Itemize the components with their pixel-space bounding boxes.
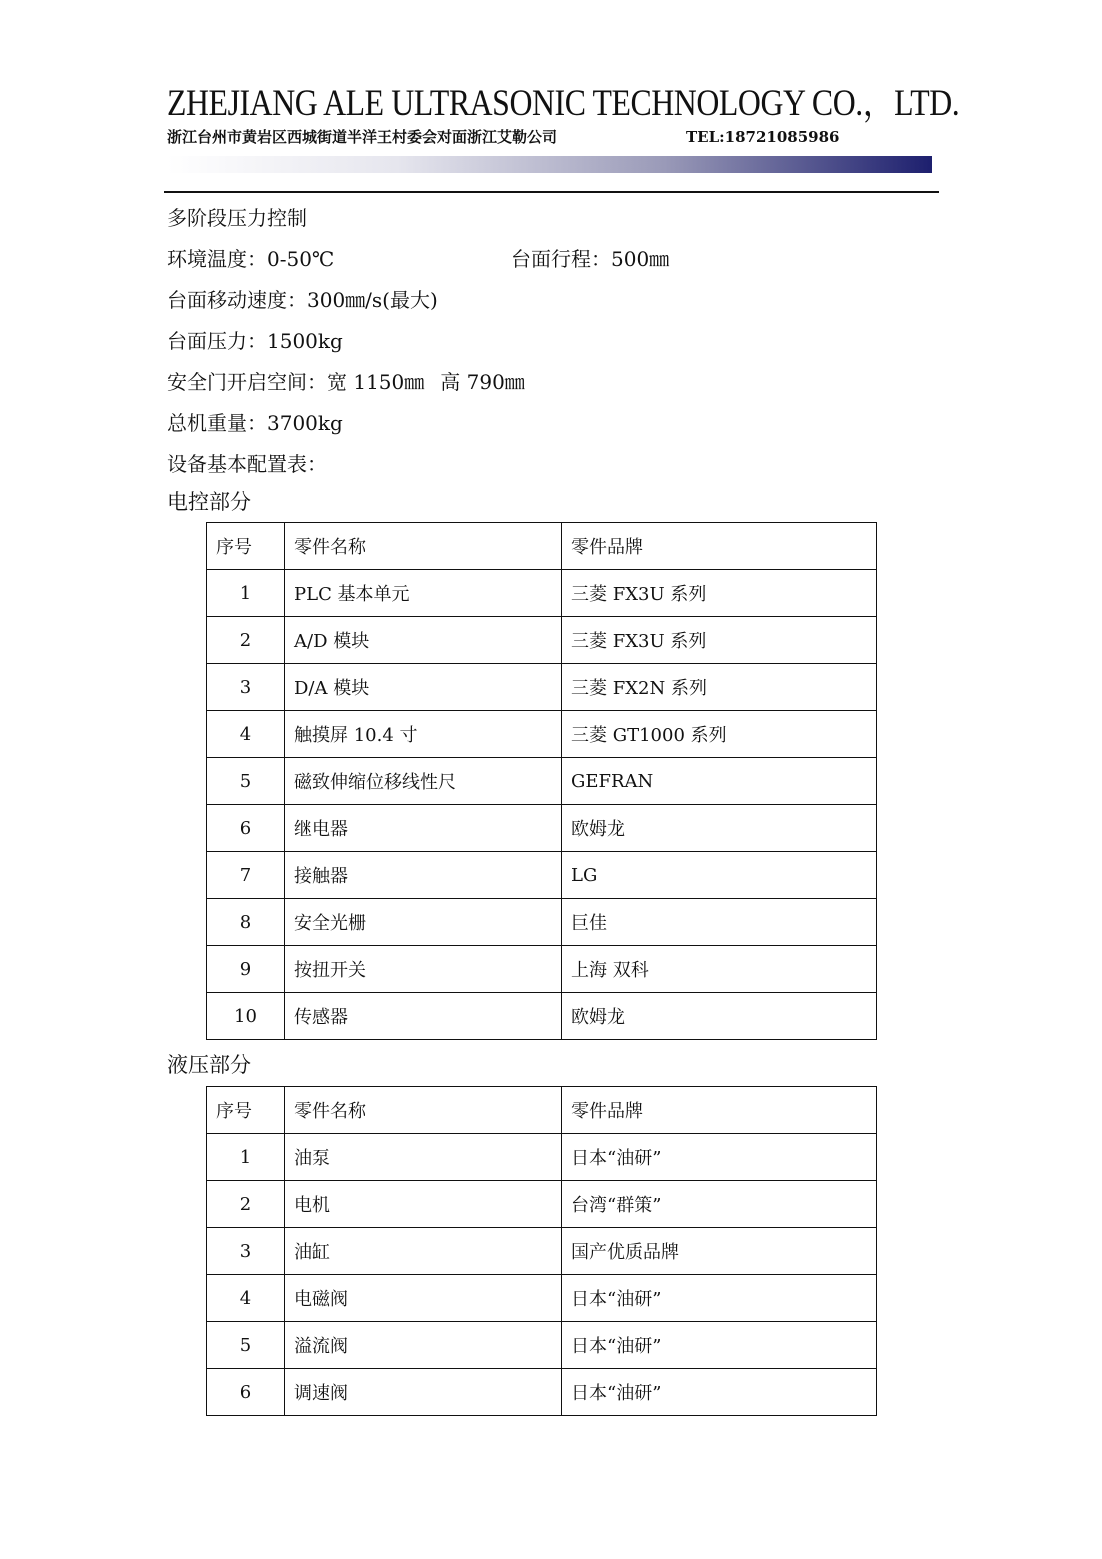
table-row xyxy=(207,711,877,758)
spec-pressure: 台面压力：1500kg xyxy=(167,329,343,353)
part-brand: 三菱 FX3U 系列 xyxy=(562,570,877,617)
row-number: 2 xyxy=(207,1181,285,1228)
table-header-row xyxy=(207,523,877,570)
row-number: 5 xyxy=(207,1322,285,1369)
table-row xyxy=(207,570,877,617)
header-gradient-bar xyxy=(167,156,932,173)
company-name: ZHEJIANG ALE ULTRASONIC TECHNOLOGY CO.，LTD. xyxy=(167,83,960,124)
spec-multistage: 多阶段压力控制 xyxy=(167,206,307,230)
part-name: 油泵 xyxy=(285,1134,562,1181)
row-number: 6 xyxy=(207,1369,285,1416)
part-name: D/A 模块 xyxy=(285,664,562,711)
part-brand: 上海 双科 xyxy=(562,946,877,993)
part-brand: 台湾“群策” xyxy=(562,1181,877,1228)
part-name: 传感器 xyxy=(285,993,562,1040)
row-number: 3 xyxy=(207,1228,285,1275)
part-name: A/D 模块 xyxy=(285,617,562,664)
part-brand: 国产优质品牌 xyxy=(562,1228,877,1275)
electrical-table xyxy=(206,522,877,1040)
header-rule xyxy=(164,191,939,193)
table-row xyxy=(207,946,877,993)
row-number: 7 xyxy=(207,852,285,899)
spec-temperature: 环境温度：0-50℃ xyxy=(167,247,335,271)
row-number: 6 xyxy=(207,805,285,852)
part-brand: 日本“油研” xyxy=(562,1322,877,1369)
table-row xyxy=(207,1369,877,1416)
part-name: 溢流阀 xyxy=(285,1322,562,1369)
table-row xyxy=(207,617,877,664)
table-row xyxy=(207,1275,877,1322)
part-brand: 巨佳 xyxy=(562,899,877,946)
table-row xyxy=(207,993,877,1040)
part-brand: LG xyxy=(562,852,877,899)
table-header-cell: 零件品牌 xyxy=(562,523,877,570)
table-header-cell: 序号 xyxy=(207,1087,285,1134)
spec-door-height: 高 790㎜ xyxy=(440,370,525,394)
row-number: 4 xyxy=(207,711,285,758)
table-row xyxy=(207,1181,877,1228)
part-brand: 欧姆龙 xyxy=(562,993,877,1040)
part-brand: 日本“油研” xyxy=(562,1369,877,1416)
table-row xyxy=(207,664,877,711)
row-number: 4 xyxy=(207,1275,285,1322)
row-number: 10 xyxy=(207,993,285,1040)
part-brand: 日本“油研” xyxy=(562,1134,877,1181)
part-brand: 日本“油研” xyxy=(562,1275,877,1322)
part-name: 按扭开关 xyxy=(285,946,562,993)
part-name: 磁致伸缩位移线性尺 xyxy=(285,758,562,805)
part-brand: 三菱 FX3U 系列 xyxy=(562,617,877,664)
spec-door-space xyxy=(167,369,525,395)
part-name: 电机 xyxy=(285,1181,562,1228)
table-header-cell: 零件名称 xyxy=(285,523,562,570)
hydraulic-section-title: 液压部分 xyxy=(167,1053,251,1077)
table-header-cell: 零件品牌 xyxy=(562,1087,877,1134)
table-row xyxy=(207,899,877,946)
table-row xyxy=(207,758,877,805)
row-number: 1 xyxy=(207,570,285,617)
part-name: 调速阀 xyxy=(285,1369,562,1416)
spec-door-width: 安全门开启空间：宽 1150㎜ xyxy=(167,370,425,394)
table-row xyxy=(207,1134,877,1181)
table-row xyxy=(207,852,877,899)
spec-stroke: 台面行程：500㎜ xyxy=(511,247,670,271)
row-number: 2 xyxy=(207,617,285,664)
company-address: 浙江台州市黄岩区西城街道半洋王村委会对面浙江艾勒公司 xyxy=(167,128,558,146)
part-brand: 欧姆龙 xyxy=(562,805,877,852)
table-row xyxy=(207,805,877,852)
part-brand: 三菱 GT1000 系列 xyxy=(562,711,877,758)
spec-config-title: 设备基本配置表： xyxy=(167,452,327,476)
part-name: 触摸屏 10.4 寸 xyxy=(285,711,562,758)
company-tel: TEL:18721085986 xyxy=(686,128,840,146)
row-number: 3 xyxy=(207,664,285,711)
part-name: 接触器 xyxy=(285,852,562,899)
row-number: 8 xyxy=(207,899,285,946)
table-header-cell: 序号 xyxy=(207,523,285,570)
row-number: 9 xyxy=(207,946,285,993)
electrical-section-title: 电控部分 xyxy=(167,490,251,514)
part-brand: 三菱 FX2N 系列 xyxy=(562,664,877,711)
table-header-cell: 零件名称 xyxy=(285,1087,562,1134)
hydraulic-table xyxy=(206,1086,877,1416)
row-number: 1 xyxy=(207,1134,285,1181)
part-name: 安全光栅 xyxy=(285,899,562,946)
part-brand: GEFRAN xyxy=(562,758,877,805)
table-row xyxy=(207,1228,877,1275)
spec-speed: 台面移动速度：300㎜/s(最大) xyxy=(167,288,438,312)
part-name: 油缸 xyxy=(285,1228,562,1275)
table-header-row xyxy=(207,1087,877,1134)
row-number: 5 xyxy=(207,758,285,805)
part-name: 继电器 xyxy=(285,805,562,852)
part-name: PLC 基本单元 xyxy=(285,570,562,617)
spec-weight: 总机重量：3700kg xyxy=(167,411,343,435)
part-name: 电磁阀 xyxy=(285,1275,562,1322)
table-row xyxy=(207,1322,877,1369)
